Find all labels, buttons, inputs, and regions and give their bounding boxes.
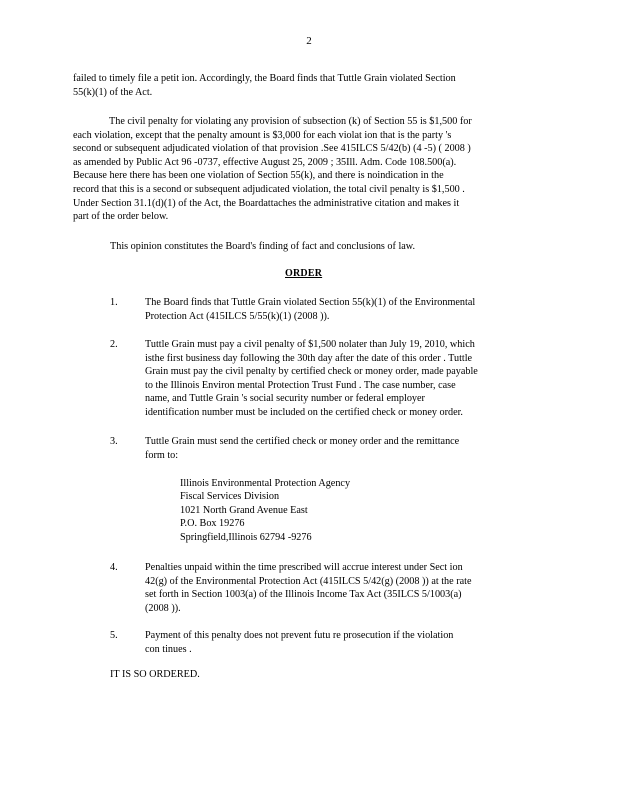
- text-line: part of the order below.: [73, 211, 169, 223]
- text-line: 55(k)(1) of the Act.: [73, 86, 153, 98]
- text-line: isthe first business day following the 30th day after the date of this order . Tuttle: [145, 352, 473, 364]
- text-line: Because here there has been one violation of Section 55(k), and there is noindication in the: [73, 170, 444, 182]
- order-item-5: [145, 629, 535, 656]
- item-number: 3.: [110, 436, 118, 447]
- page-number: 2: [306, 35, 312, 47]
- order-item-2: [145, 338, 535, 420]
- item-number: 4.: [110, 562, 118, 573]
- text-line: This opinion constitutes the Board's finding of fact and conclusions of law.: [110, 241, 416, 252]
- item-number: 5.: [110, 630, 118, 641]
- item-number: 1.: [110, 297, 118, 308]
- text-line: The civil penalty for violating any provision of subsection (k) of Section 55 is $1,500 for: [109, 116, 472, 127]
- text-line: set forth in Section 1003(a) of the Illinois Income Tax Act (35ILCS 5/1003(a): [145, 589, 462, 601]
- text-line: each violation, except that the penalty amount is $3,000 for each violat ion that is the party 's: [73, 129, 452, 141]
- address-line: 1021 North Grand Avenue East: [180, 504, 308, 516]
- text-line: Payment of this penalty does not prevent futu re prosecution if the violation: [145, 630, 454, 641]
- text-line: Tuttle Grain must send the certified check or money order and the remittance: [145, 436, 460, 447]
- text-line: Protection Act (415ILCS 5/55(k)(1) (2008 )).: [145, 310, 330, 322]
- text-line: Under Section 31.1(d)(1) of the Act, the Boardattaches the administrative citation and makes it: [73, 197, 460, 209]
- address-line: P.O. Box 19276: [180, 518, 245, 530]
- text-line: (2008 )).: [145, 602, 181, 614]
- text-line: 42(g) of the Environmental Protection Act (415ILCS 5/42(g) (2008 )) at the rate: [145, 575, 472, 587]
- closing-statement: IT IS SO ORDERED.: [110, 669, 200, 680]
- address-line: Springfield,Illinois 62794 -9276: [180, 531, 312, 543]
- order-item-4: [145, 561, 535, 615]
- text-line: con tinues .: [145, 643, 192, 655]
- address-line: Illinois Environmental Protection Agency: [180, 478, 351, 489]
- text-line: The Board finds that Tuttle Grain violated Section 55(k)(1) of the Environmental: [145, 297, 476, 308]
- text-line: identification number must be included on the certified check or money order.: [145, 406, 463, 418]
- remittance-address: [180, 477, 350, 544]
- text-line: Tuttle Grain must pay a civil penalty of $1,500 nolater than July 19, 2010, which: [145, 339, 475, 350]
- paragraph-findings: [110, 240, 415, 254]
- address-line: Fiscal Services Division: [180, 491, 280, 503]
- text-line: to the Illinois Environ mental Protection Trust Fund . The case number, case: [145, 379, 456, 391]
- item-number: 2.: [110, 339, 118, 350]
- text-line: failed to timely file a petit ion. Accordingly, the Board finds that Tuttle Grain violated Section: [73, 73, 456, 84]
- text-line: record that this is a second or subsequent adjudicated violation, the total civil penalty is $1,500 .: [73, 183, 465, 195]
- text-line: as amended by Public Act 96 -0737, effective August 25, 2009 ; 35Ill. Adm. Code 108.500(a).: [73, 156, 457, 168]
- text-line: Penalties unpaid within the time prescribed will accrue interest under Sect ion: [145, 562, 463, 573]
- order-item-3: [145, 435, 535, 462]
- order-item-1: [145, 296, 535, 323]
- paragraph-civil-penalty: [73, 115, 533, 224]
- order-heading: ORDER: [285, 268, 323, 279]
- text-line: second or subsequent adjudicated violation of that provision .See 415ILCS 5/42(b) (4 -5) ( 2008 ): [73, 143, 471, 155]
- paragraph-intro: [73, 72, 533, 99]
- text-line: Grain must pay the civil penalty by certified check or money order, made payable: [145, 366, 478, 378]
- text-line: name, and Tuttle Grain 's social security number or federal employer: [145, 393, 425, 405]
- text-line: form to:: [145, 449, 179, 461]
